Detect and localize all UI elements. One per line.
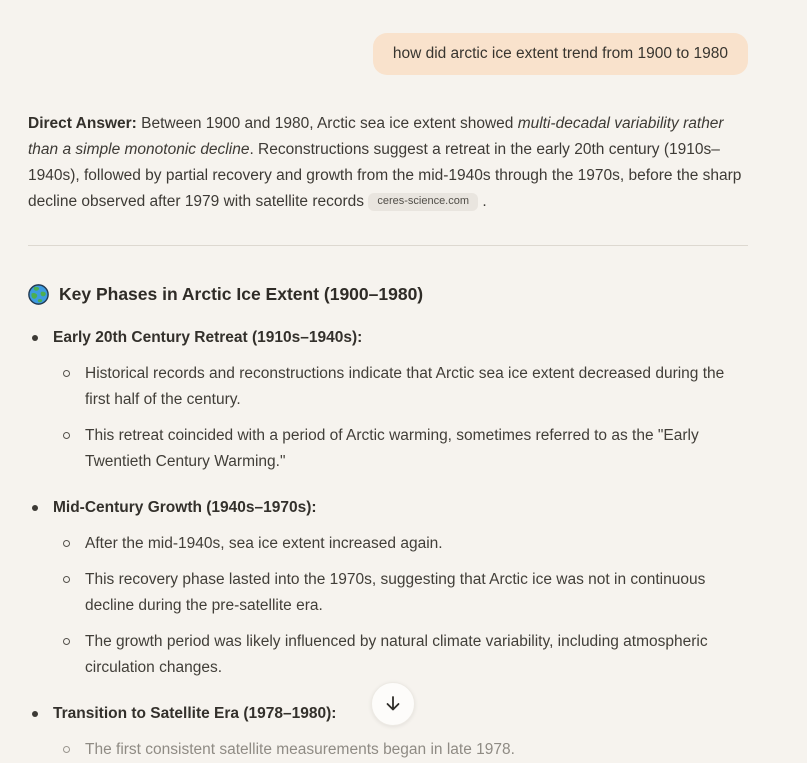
sub-list-item: The first consistent satellite measurements began in late 1978. <box>28 737 748 763</box>
sub-list-item: Historical records and reconstructions indicate that Arctic sea ice extent decreased during the first half of the century. <box>28 361 748 413</box>
chat-thread <box>28 0 748 763</box>
answer-text-2: . Reconstructions suggest a retreat in the early 20th century (1910s–1940s), followed by partial recovery and growth from the mid-1940s through the 1970s, before the sharp decline observed after 1979 with satellite records <box>28 141 742 210</box>
direct-answer-label: Direct Answer: <box>28 115 137 132</box>
bullet-label-satellite-era: Transition to Satellite Era (1978–1980): <box>28 701 748 727</box>
sub-list-item: The growth period was likely influenced by natural climate variability, including atmospheric circulation changes. <box>28 629 748 681</box>
list-item <box>28 495 748 681</box>
user-message-bubble: how did arctic ice extent trend from 1900 to 1980 <box>373 33 748 75</box>
globe-emoji-icon <box>28 284 49 305</box>
arrow-down-icon <box>383 694 403 714</box>
section-title: Key Phases in Arctic Ice Extent (1900–1980) <box>59 284 424 304</box>
sub-list <box>28 737 748 763</box>
sub-list-item: After the mid-1940s, sea ice extent increased again. <box>28 531 748 557</box>
sub-list-item: This retreat coincided with a period of Arctic warming, sometimes referred to as the "Early Twentieth Century Warming." <box>28 423 748 475</box>
bullet-label-mid-century-growth: Mid-Century Growth (1940s–1970s): <box>28 495 748 521</box>
assistant-answer-paragraph <box>28 111 748 215</box>
answer-text-1: Between 1900 and 1980, Arctic sea ice extent showed <box>136 115 518 132</box>
user-message-row <box>28 0 748 75</box>
sub-list <box>28 361 748 475</box>
bullet-label-early-retreat: Early 20th Century Retreat (1910s–1940s): <box>28 325 748 351</box>
section-divider <box>28 245 748 246</box>
sub-list-item: This recovery phase lasted into the 1970s, suggesting that Arctic ice was not in continuous decline during the pre-satellite era. <box>28 567 748 619</box>
answer-period: . <box>478 193 487 210</box>
sub-list <box>28 531 748 681</box>
list-item <box>28 325 748 475</box>
scroll-to-bottom-button[interactable] <box>371 682 415 726</box>
answer-italic-text: multi-decadal variability rather than a simple monotonic decline <box>28 115 724 158</box>
citation-badge[interactable]: ceres-science.com <box>368 193 478 211</box>
section-heading <box>28 284 748 305</box>
